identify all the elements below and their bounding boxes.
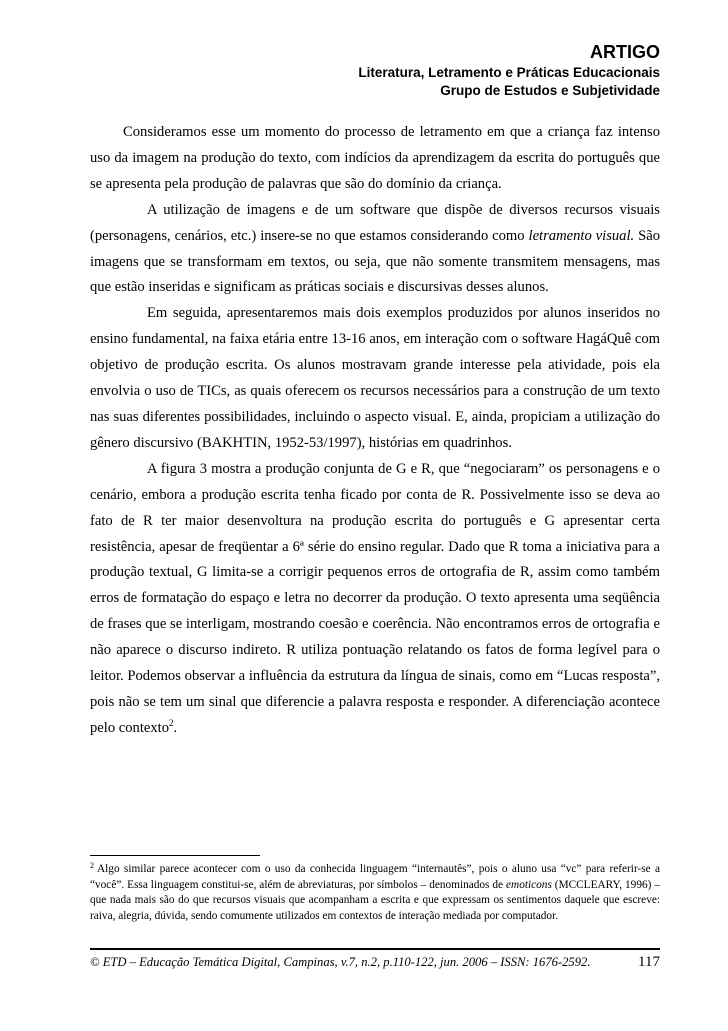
journal-citation: © ETD – Educação Temática Digital, Campinas, v.7, n.2, p.110-122, jun. 2006 – ISSN: 1676-2592.	[90, 955, 591, 969]
paragraph-4-end: .	[173, 719, 178, 736]
header-line-2: Grupo de Estudos e Subjetividade	[440, 83, 660, 98]
footnote-text-a: Algo similar parece acontecer com o uso da conhecida linguagem “internautês”, pois o aluno usa “vc” para referir-se a “você”. Essa linguagem constitui-se, além de abreviaturas, por símbolos – denominados de	[90, 863, 660, 891]
paragraph-3: Em seguida, apresentaremos mais dois exemplos produzidos por alunos inseridos no ensino fundamental, na faixa etária entre 13-16 anos, em interação com o software HagáQuê com objetivo de produção escrita. Os alunos mostravam grande interesse pela atividade, pois ela envolvia o uso de TICs, as quais oferecem os recursos necessários para a construção de um texto nas suas diferentes possibilidades, incluindo o aspecto visual. E, ainda, propiciam a utilização do gênero discursivo (BAKHTIN, 1952-53/1997), histórias em quadrinhos.	[90, 305, 660, 451]
footnote-divider	[90, 855, 260, 856]
footnote	[90, 858, 660, 924]
term-letramento-visual: letramento visual.	[528, 227, 635, 244]
footnote-reference[interactable]: 2	[169, 717, 174, 728]
footnote-number: 2	[90, 861, 94, 870]
paragraph-2	[90, 198, 660, 302]
article-body	[90, 120, 660, 742]
section-label: ARTIGO	[590, 42, 660, 62]
paragraph-4	[90, 457, 660, 742]
paragraph-1: Consideramos esse um momento do processo de letramento em que a criança faz intenso uso da imagem na produção do texto, com indícios da aprendizagem da escrita do português que se apresenta pela produção de palavras que são do domínio da criança.	[90, 124, 660, 192]
paragraph-2-text-a: A utilização de imagens e de um software que dispõe de diversos recursos visuais (personagens, cenários, etc.) insere-se no que estamos considerando como	[90, 201, 660, 244]
page-footer	[90, 954, 660, 971]
page-number: 117	[638, 954, 660, 970]
paragraph-4-text: A figura 3 mostra a produção conjunta de G e R, que “negociaram” os personagens e o cenário, embora a produção escrita tenha ficado por conta de R. Possivelmente isso se deva ao fato de R ter maior desenvoltura na produção escrita do português e G apresentar certa resistência, apesar de freqüentar a 6ª série do ensino regular. Dado que R toma a iniciativa para a produção textual, G limita-se a corrigir pequenos erros de ortografia de R, assim como também erros de formatação do espaço e letra no decorrer da produção. O texto apresenta uma seqüência de frases que se interligam, mostrando coesão e coerência. Não encontramos erros de ortografia e não aparece o discurso indireto. R utiliza pontuação relatando os fatos de forma legível para o leitor. Podemos observar a influência da estrutura da língua de sinais, como em “Lucas resposta”, pois não se tem um sinal que diferencie a palavra resposta e responder. A diferenciação acontece pelo contexto	[90, 460, 660, 736]
footer-divider	[90, 948, 660, 950]
page-header	[358, 40, 660, 100]
footnote-text-b: (MCCLEARY, 1996) – que nada mais são do que recursos visuais que acompanham a escrita e que expressam os sentimentos daquele que escreve: raiva, alegria, dúvida, sendo comumente utilizados em contextos de interação mediada por computador.	[90, 878, 660, 922]
paragraph-2-text-b: São imagens que se transformam em textos, ou seja, que não somente transmitem mensagens, mas que estão inseridas e significam as práticas sociais e discursivas desses alunos.	[90, 227, 661, 296]
term-emoticons: emoticons	[506, 878, 552, 891]
header-line-1: Literatura, Letramento e Práticas Educacionais	[358, 65, 660, 80]
